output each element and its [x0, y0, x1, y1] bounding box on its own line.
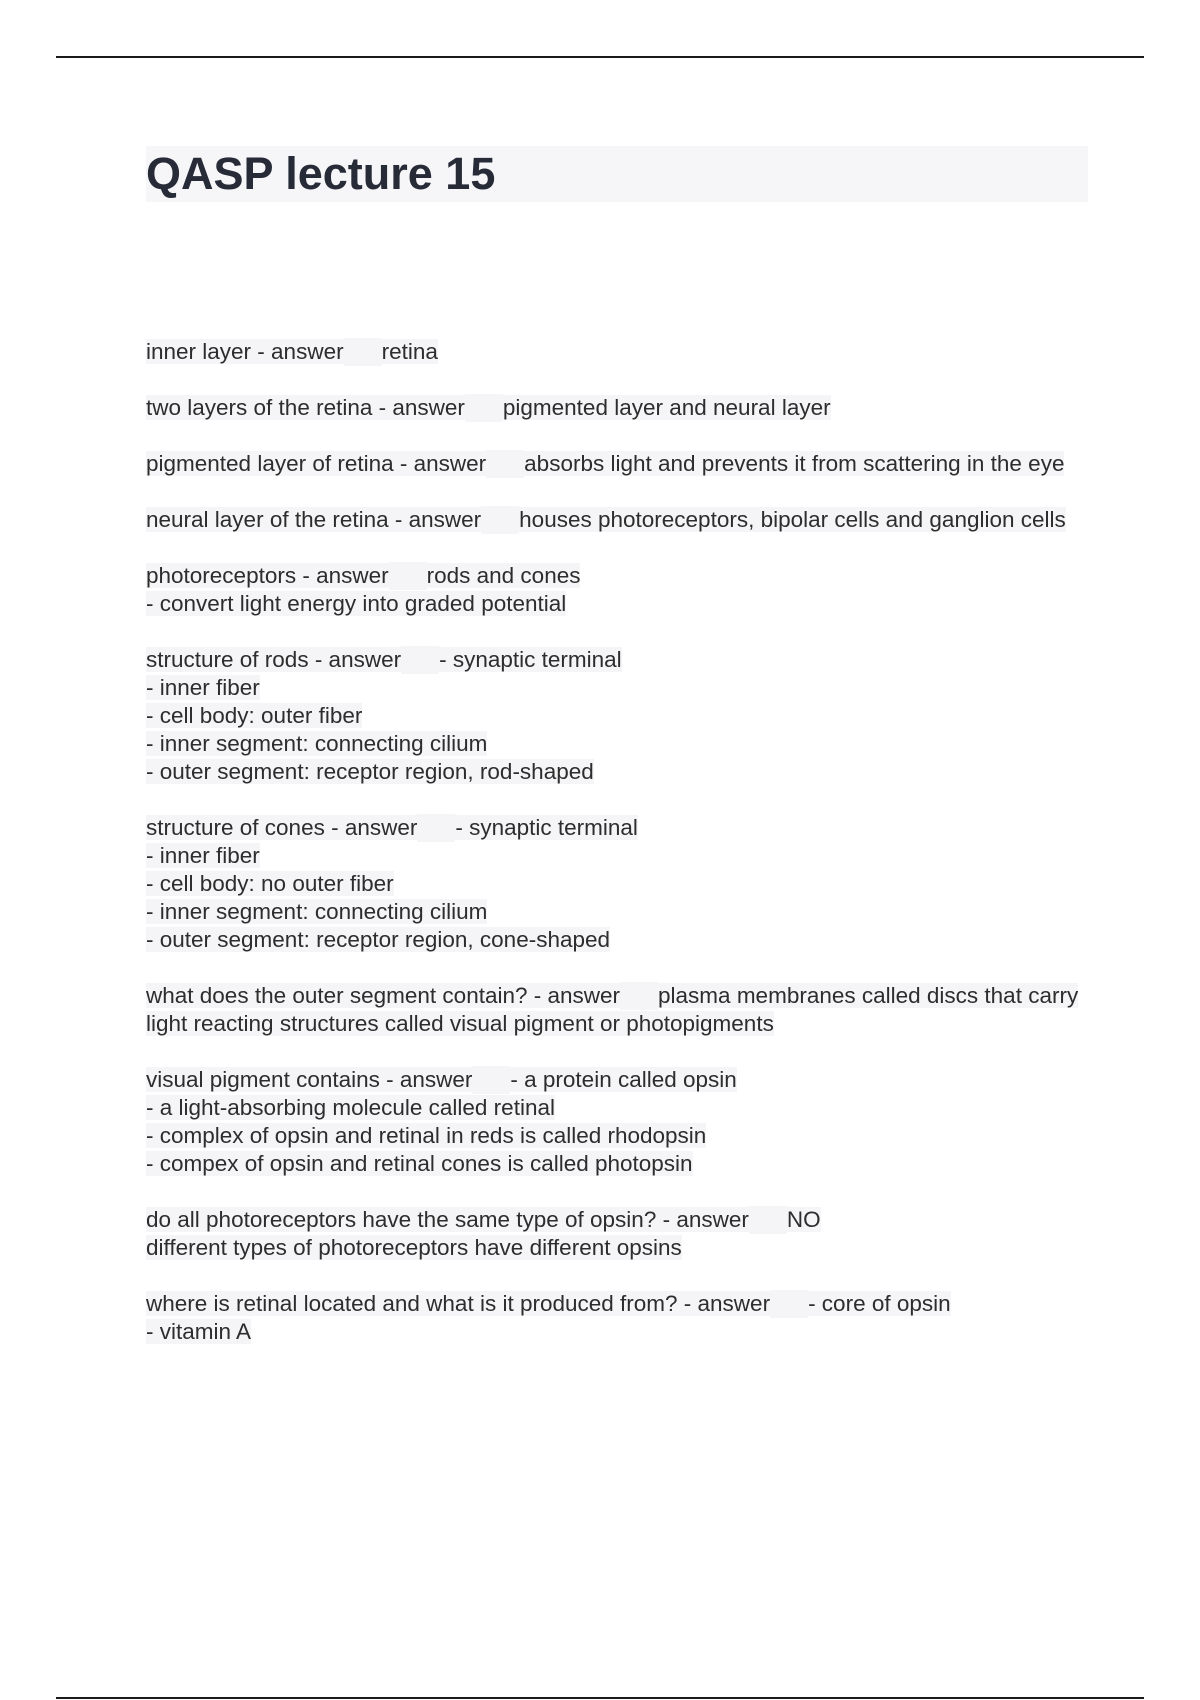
flashcard-definition: absorbs light and prevents it from scattering in the eye: [524, 451, 1065, 476]
flashcard: [146, 814, 1088, 954]
flashcard-main-line: [146, 1206, 1088, 1234]
flashcard-definition-line: [146, 898, 1088, 926]
page-title: QASP lecture 15: [146, 146, 1088, 202]
flashcard-definition-line: [146, 758, 1088, 786]
flashcard: [146, 450, 1088, 478]
flashcard-definition-line-text: - complex of opsin and retinal in reds is called rhodopsin: [146, 1123, 707, 1148]
flashcard-list: [146, 338, 1088, 1346]
flashcard-definition-line: [146, 1234, 1088, 1262]
flashcard-definition-line-text: - cell body: outer fiber: [146, 703, 363, 728]
flashcard: [146, 1206, 1088, 1262]
flashcard-definition-line-text: - inner fiber: [146, 675, 260, 700]
flashcard-term: photoreceptors - answer: [146, 563, 389, 588]
bottom-rule: [56, 1697, 1144, 1699]
term-definition-separator: [486, 450, 524, 478]
flashcard-term: structure of rods - answer: [146, 647, 402, 672]
flashcard-definition-line-text: - compex of opsin and retinal cones is called photopsin: [146, 1151, 693, 1176]
flashcard-definition: - synaptic terminal: [455, 815, 638, 840]
flashcard-definition: - core of opsin: [808, 1291, 951, 1316]
flashcard-definition-line-text: - vitamin A: [146, 1319, 252, 1344]
term-definition-separator: [472, 1066, 510, 1094]
flashcard-definition-line: [146, 1150, 1088, 1178]
flashcard-main-line: [146, 1290, 1088, 1318]
flashcard-term: neural layer of the retina - answer: [146, 507, 482, 532]
flashcard-definition-line-text: - outer segment: receptor region, rod-shaped: [146, 759, 594, 784]
flashcard-definition-line-text: different types of photoreceptors have different opsins: [146, 1235, 682, 1260]
flashcard-definition: - a protein called opsin: [510, 1067, 737, 1092]
term-definition-separator: [417, 814, 455, 842]
flashcard-main-line: [146, 394, 1088, 422]
flashcard-definition-line: [146, 1318, 1088, 1346]
flashcard-definition-line-text: - inner segment: connecting cilium: [146, 731, 488, 756]
flashcard-definition-line-text: - outer segment: receptor region, cone-shaped: [146, 927, 611, 952]
flashcard-definition-line: [146, 674, 1088, 702]
term-definition-separator: [770, 1290, 808, 1318]
flashcard: [146, 338, 1088, 366]
flashcard-main-line: [146, 562, 1088, 590]
flashcard-term: pigmented layer of retina - answer: [146, 451, 487, 476]
flashcard-term: visual pigment contains - answer: [146, 1067, 473, 1092]
flashcard: [146, 506, 1088, 534]
flashcard-definition-line: [146, 1094, 1088, 1122]
flashcard-main-line: [146, 982, 1088, 1038]
term-definition-separator: [481, 506, 519, 534]
flashcard-main-line: [146, 1066, 1088, 1094]
flashcard-definition-line: [146, 926, 1088, 954]
flashcard-term: inner layer - answer: [146, 339, 344, 364]
flashcard-definition: - synaptic terminal: [439, 647, 622, 672]
flashcard-main-line: [146, 506, 1088, 534]
flashcard: [146, 646, 1088, 786]
flashcard-definition: rods and cones: [426, 563, 581, 588]
term-definition-separator: [344, 338, 382, 366]
flashcard-definition: pigmented layer and neural layer: [502, 395, 831, 420]
flashcard-main-line: [146, 450, 1088, 478]
flashcard-main-line: [146, 646, 1088, 674]
flashcard-main-line: [146, 338, 1088, 366]
flashcard-definition-line: [146, 730, 1088, 758]
flashcard-term: do all photoreceptors have the same type of opsin? - answer: [146, 1207, 749, 1232]
flashcard-term: where is retinal located and what is it produced from? - answer: [146, 1291, 771, 1316]
flashcard-definition-line: [146, 702, 1088, 730]
flashcard-term: two layers of the retina - answer: [146, 395, 465, 420]
flashcard-definition-line-text: - inner segment: connecting cilium: [146, 899, 488, 924]
flashcard-definition: retina: [381, 339, 438, 364]
flashcard-definition-line: [146, 1122, 1088, 1150]
term-definition-separator: [401, 646, 439, 674]
flashcard: [146, 982, 1088, 1038]
flashcard: [146, 1066, 1088, 1178]
flashcard-definition-line: [146, 590, 1088, 618]
flashcard-definition-line-text: - cell body: no outer fiber: [146, 871, 394, 896]
flashcard: [146, 562, 1088, 618]
term-definition-separator: [620, 982, 658, 1010]
flashcard-term: what does the outer segment contain? - answer: [146, 983, 621, 1008]
flashcard-main-line: [146, 814, 1088, 842]
document-body: [146, 146, 1088, 1374]
flashcard-definition-line-text: - a light-absorbing molecule called retinal: [146, 1095, 555, 1120]
term-definition-separator: [465, 394, 503, 422]
term-definition-separator: [749, 1206, 787, 1234]
flashcard-definition-line-text: - convert light energy into graded potential: [146, 591, 567, 616]
flashcard: [146, 394, 1088, 422]
flashcard-definition: NO: [786, 1207, 821, 1232]
flashcard-definition: houses photoreceptors, bipolar cells and ganglion cells: [519, 507, 1066, 532]
flashcard: [146, 1290, 1088, 1346]
flashcard-term: structure of cones - answer: [146, 815, 418, 840]
flashcard-definition-line: [146, 842, 1088, 870]
flashcard-definition-line: [146, 870, 1088, 898]
top-rule: [56, 56, 1144, 58]
flashcard-definition-line-text: - inner fiber: [146, 843, 260, 868]
term-definition-separator: [389, 562, 427, 590]
flashcard-definition: plasma membranes called discs that carry light reacting structures called visual pigment or photopigments: [146, 983, 1079, 1036]
